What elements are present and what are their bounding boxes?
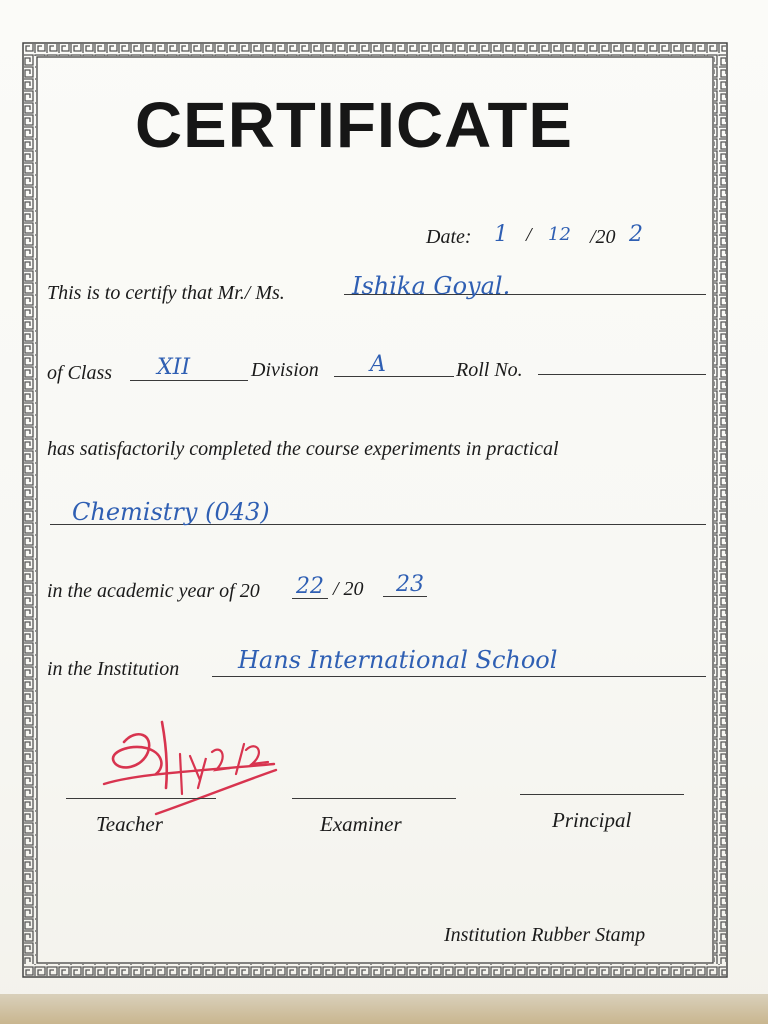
subject-value: Chemistry (043) xyxy=(72,498,270,526)
division-label: Division xyxy=(251,359,319,381)
class-underline xyxy=(130,380,248,381)
rubber-stamp-label: Institution Rubber Stamp xyxy=(444,924,646,946)
date-separator: / xyxy=(526,224,532,246)
date-month: 12 xyxy=(548,224,571,245)
division-underline xyxy=(334,376,454,377)
institution-value: Hans International School xyxy=(238,646,558,674)
roll-label: Roll No. xyxy=(456,359,523,381)
page-edge xyxy=(0,994,768,1024)
roll-underline xyxy=(538,374,706,375)
certificate-title: CERTIFICATE xyxy=(135,89,573,161)
date-label: Date: xyxy=(426,226,472,248)
date-year-suffix: 2 xyxy=(629,222,643,247)
academic-year-separator: / 20 xyxy=(333,578,364,600)
principal-signature-line xyxy=(520,794,684,795)
teacher-signature-line xyxy=(66,798,216,799)
academic-year-start: 22 xyxy=(296,574,324,599)
date-year-prefix: /20 xyxy=(590,226,616,248)
date-day: 1 xyxy=(494,222,508,247)
certify-text: This is to certify that Mr./ Ms. xyxy=(47,282,285,304)
teacher-label: Teacher xyxy=(96,812,163,836)
academic-year-end: 23 xyxy=(396,572,424,597)
examiner-label: Examiner xyxy=(320,812,402,836)
class-label: of Class xyxy=(47,362,113,384)
institution-label: in the Institution xyxy=(47,658,180,680)
student-name: Ishika Goyal. xyxy=(352,272,511,300)
completed-text: has satisfactorily completed the course experiments in practical xyxy=(47,438,559,460)
institution-underline xyxy=(212,676,706,677)
division-value: A xyxy=(370,352,386,377)
class-value: XII xyxy=(157,355,191,380)
principal-label: Principal xyxy=(552,808,632,832)
academic-year-label: in the academic year of 20 xyxy=(47,580,260,602)
examiner-signature-line xyxy=(292,798,456,799)
